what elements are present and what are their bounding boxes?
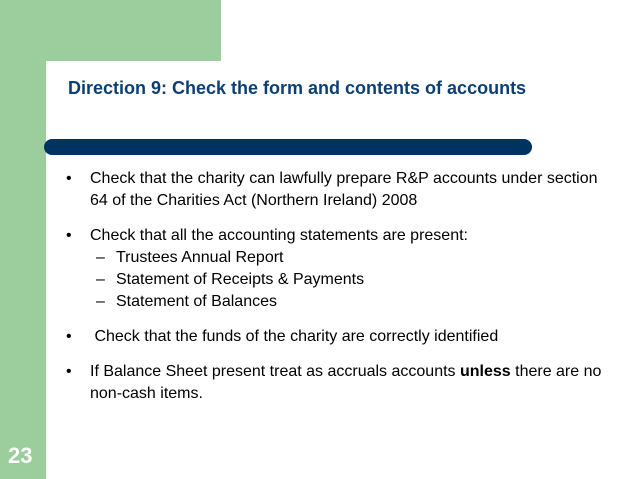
sub-item-text: Trustees Annual Report [116, 249, 284, 266]
slide-number: 23 [8, 443, 33, 468]
dash-marker: – [96, 249, 105, 266]
dash-marker: – [96, 271, 105, 288]
dash-marker: – [96, 293, 105, 310]
title-underline-bar [44, 139, 532, 155]
statement-sub-list [90, 247, 606, 313]
bullet-text-before: If Balance Sheet present treat as accruals accounts [90, 363, 460, 380]
bullet-text-after: there are no non-cash items. [90, 363, 606, 402]
bullet-marker: • [66, 328, 72, 345]
bullet-item-balance-sheet [66, 361, 606, 405]
bullet-list [66, 168, 606, 418]
bullet-emphasis-unless: unless [459, 363, 511, 380]
bullet-text: Check that all the accounting statements are present: [90, 227, 468, 244]
left-green-band [0, 0, 46, 479]
bullet-item-lawful-rp [66, 168, 606, 212]
bullet-marker: • [66, 170, 72, 187]
bullet-text: Check that the funds of the charity are correctly identified [90, 328, 499, 345]
slide-title: Direction 9: Check the form and contents of accounts [68, 78, 527, 98]
bullet-marker: • [66, 227, 72, 244]
sub-item-text: Statement of Receipts & Payments [116, 271, 365, 288]
sub-item-text: Statement of Balances [116, 293, 277, 310]
bullet-text: Check that the charity can lawfully prepare R&P accounts under section 64 of the Charities Act (Northern Ireland) 2008 [90, 170, 598, 209]
bullet-marker: • [66, 363, 72, 380]
sub-item-trustees-report [90, 247, 606, 269]
bullet-item-statements-present [66, 225, 606, 313]
sub-item-balances [90, 291, 606, 313]
sub-item-receipts-payments [90, 269, 606, 291]
top-green-block [46, 0, 221, 61]
bullet-item-funds-identified [66, 326, 606, 348]
